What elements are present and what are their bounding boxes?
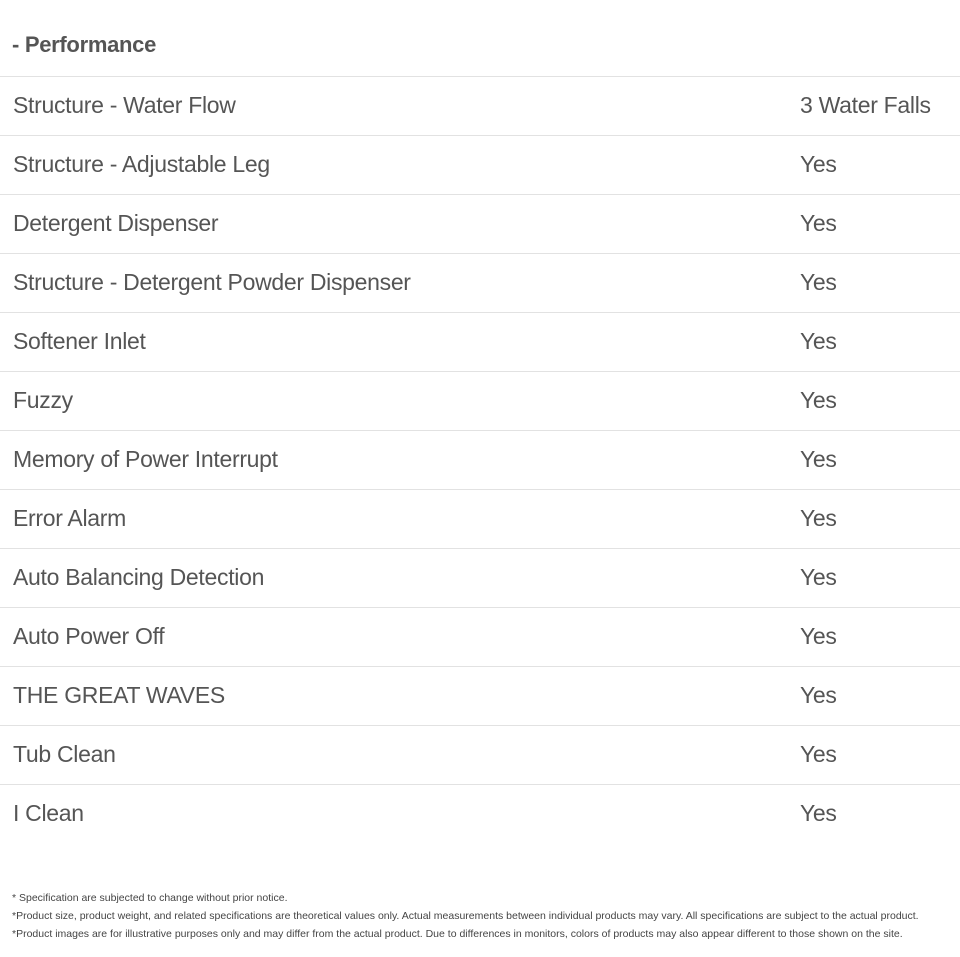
spec-row bbox=[0, 312, 960, 371]
spec-label: Fuzzy bbox=[13, 387, 73, 413]
spec-value: Yes bbox=[800, 151, 837, 177]
spec-table bbox=[0, 76, 960, 843]
spec-row bbox=[0, 76, 960, 135]
spec-row bbox=[0, 725, 960, 784]
spec-label: Structure - Adjustable Leg bbox=[13, 151, 270, 177]
spec-label: Auto Balancing Detection bbox=[13, 564, 265, 590]
spec-row bbox=[0, 194, 960, 253]
spec-row bbox=[0, 430, 960, 489]
section-title: - Performance bbox=[12, 32, 157, 57]
spec-label: Detergent Dispenser bbox=[13, 210, 219, 236]
spec-row bbox=[0, 666, 960, 725]
spec-row bbox=[0, 371, 960, 430]
spec-row bbox=[0, 489, 960, 548]
spec-value: Yes bbox=[800, 800, 837, 826]
spec-value: Yes bbox=[800, 741, 837, 767]
spec-label: Structure - Water Flow bbox=[13, 92, 236, 118]
spec-label: Softener Inlet bbox=[13, 328, 146, 354]
spec-row bbox=[0, 548, 960, 607]
spec-value: Yes bbox=[800, 210, 837, 236]
spec-label: I Clean bbox=[13, 800, 84, 826]
disclaimer-note: * Specification are subjected to change without prior notice. bbox=[12, 892, 288, 904]
disclaimer-note: *Product images are for illustrative purposes only and may differ from the actual product. Due to differences in monitors, colors of products may also appear different to those shown on the site. bbox=[12, 928, 903, 940]
spec-label: Auto Power Off bbox=[13, 623, 165, 649]
spec-value: Yes bbox=[800, 387, 837, 413]
spec-value: Yes bbox=[800, 269, 837, 295]
disclaimer-note: *Product size, product weight, and related specifications are theoretical values only. Actual measurements between individual products may vary. All specifications are subject to the actual product. bbox=[12, 910, 919, 922]
spec-value: Yes bbox=[800, 623, 837, 649]
spec-label: Error Alarm bbox=[13, 505, 126, 531]
spec-row bbox=[0, 253, 960, 312]
spec-value: Yes bbox=[800, 328, 837, 354]
spec-label: Tub Clean bbox=[13, 741, 116, 767]
spec-label: THE GREAT WAVES bbox=[13, 682, 225, 708]
spec-value: Yes bbox=[800, 564, 837, 590]
spec-label: Structure - Detergent Powder Dispenser bbox=[13, 269, 411, 295]
disclaimer-notes bbox=[12, 889, 952, 943]
spec-row bbox=[0, 135, 960, 194]
spec-value: Yes bbox=[800, 505, 837, 531]
spec-value: 3 Water Falls bbox=[800, 92, 931, 118]
spec-label: Memory of Power Interrupt bbox=[13, 446, 278, 472]
spec-row bbox=[0, 784, 960, 843]
spec-value: Yes bbox=[800, 682, 837, 708]
spec-value: Yes bbox=[800, 446, 837, 472]
spec-row bbox=[0, 607, 960, 666]
